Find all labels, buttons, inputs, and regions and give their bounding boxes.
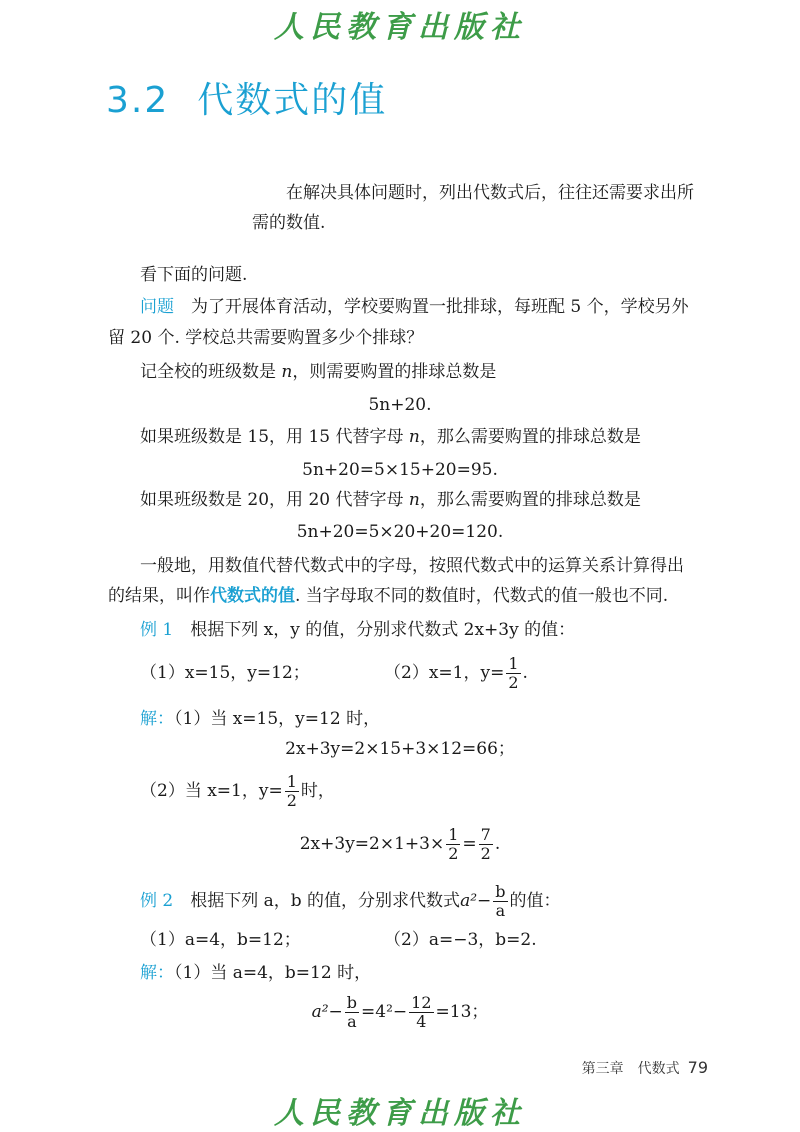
section-title (106, 72, 387, 123)
section-title-text: 代数式的值 (197, 80, 388, 121)
lead-text: 看下面的问题. (140, 265, 248, 285)
expression-a-squared: a²− (311, 1002, 343, 1022)
denominator: 2 (448, 844, 459, 863)
numerator: b (495, 882, 506, 902)
expression-a-squared: a²− (460, 891, 492, 911)
example-1-statement (140, 617, 575, 643)
problem-text-1: 为了开展体育活动，学校要购置一批排球，每班配 5 个，学校另外 (191, 297, 689, 317)
publisher-watermark-bottom: 人民教育出版社 (274, 1096, 526, 1131)
example-2-text: 根据下列 a，b 的值，分别求代数式 (190, 891, 461, 911)
para-3-pre: 如果班级数是 20，用 20 代替字母 (140, 490, 409, 510)
definition-pre: 的结果，叫作 (108, 586, 210, 606)
fraction-one-half (446, 826, 460, 862)
example-1-case-2 (384, 652, 528, 694)
case-2-text: （2）x=1，y= (384, 663, 505, 683)
equation-middle: =4²− (361, 1002, 408, 1022)
period: . (522, 663, 528, 683)
denominator: 2 (286, 791, 297, 810)
para-2-pre: 如果班级数是 15，用 15 代替字母 (140, 427, 409, 447)
example-1-text: 根据下列 x，y 的值，分别求代数式 2x+3y 的值： (190, 620, 576, 640)
page-number: 79 (687, 1058, 708, 1077)
problem-line-1 (140, 294, 689, 320)
numerator: b (346, 993, 358, 1013)
fraction-seven-halves (479, 826, 493, 862)
para-1-post: ，则需要购置的排球总数是 (292, 362, 497, 382)
equation-result: =13； (435, 1002, 489, 1022)
example-1-case-1: （1）x=15，y=12； (140, 663, 310, 683)
definition-line-2 (108, 583, 668, 609)
example-2-solution-equation (0, 990, 800, 1034)
fraction-twelve-fourths (409, 994, 433, 1030)
para-1 (140, 359, 496, 385)
numerator: 12 (411, 993, 432, 1013)
example-1-solution-1 (140, 706, 380, 732)
example-2-statement (140, 880, 561, 922)
fraction-b-over-a (493, 883, 507, 919)
numerator: 1 (508, 654, 519, 674)
example-2-case-1: （1）a=4，b=12； (140, 930, 301, 950)
denominator: a (347, 1012, 357, 1031)
numerator: 7 (480, 825, 491, 845)
equation-3: 5n+20=5×20+20=120. (296, 522, 504, 542)
intro-line-1: 在解决具体问题时，列出代数式后，往往还需要求出所 (286, 183, 694, 203)
var-n: n (281, 362, 293, 382)
denominator: 2 (480, 844, 491, 863)
numerator: 1 (448, 825, 459, 845)
page-footer (582, 1058, 708, 1078)
para-3 (140, 487, 641, 513)
denominator: a (495, 901, 506, 920)
chapter-label: 第三章 代数式 (581, 1061, 680, 1077)
example-2-text-end: 的值： (509, 891, 561, 911)
period: . (494, 834, 501, 854)
denominator: 4 (416, 1012, 427, 1031)
para-2 (140, 424, 641, 450)
para-2-post: ，那么需要购置的排球总数是 (419, 427, 641, 447)
solution-label: 解： (140, 963, 174, 983)
example-1-solution-1-equation: 2x+3y=2×15+3×12=66； (285, 739, 515, 759)
example-2-case-2: （2）a=−3，b=2. (384, 930, 537, 950)
para-1-pre: 记全校的班级数是 (140, 362, 282, 382)
example-1-label: 例 1 (140, 620, 174, 640)
solution-2-pre: （2）当 x=1，y= (140, 781, 283, 801)
example-1-solution-2-equation (0, 822, 800, 866)
fraction-one-half (506, 655, 520, 691)
solution-1-text: （1）当 a=4，b=12 时， (174, 963, 372, 983)
var-n: n (408, 427, 420, 447)
problem-label: 问题 (140, 297, 174, 317)
example-1-solution-2 (140, 770, 335, 812)
solution-2-post: 时， (300, 781, 335, 801)
equation-left: 2x+3y=2×1+3× (299, 834, 445, 854)
equals-sign: = (462, 834, 477, 854)
definition-term: 代数式的值 (210, 586, 295, 606)
equation-1: 5n+20. (368, 395, 432, 415)
example-2-solution-1 (140, 960, 371, 986)
numerator: 1 (286, 772, 297, 792)
publisher-watermark-top: 人民教育出版社 (274, 10, 526, 45)
fraction-b-over-a (345, 994, 359, 1030)
solution-1-text: （1）当 x=15，y=12 时， (174, 709, 381, 729)
intro-line-2: 需的数值. (252, 213, 326, 233)
equation-2: 5n+20=5×15+20=95. (302, 460, 498, 480)
var-n: n (408, 490, 420, 510)
fraction-one-half (285, 773, 299, 809)
solution-label: 解： (140, 709, 174, 729)
problem-line-2: 留 20 个. 学校总共需要购置多少个排球？ (108, 328, 424, 348)
para-3-post: ，那么需要购置的排球总数是 (419, 490, 641, 510)
definition-line-1: 一般地，用数值代替代数式中的字母，按照代数式中的运算关系计算得出 (140, 556, 684, 576)
example-2-label: 例 2 (140, 891, 174, 911)
definition-post: . 当字母取不同的数值时，代数式的值一般也不同. (295, 586, 669, 606)
section-number: 3.2 (106, 80, 170, 121)
denominator: 2 (508, 673, 519, 692)
